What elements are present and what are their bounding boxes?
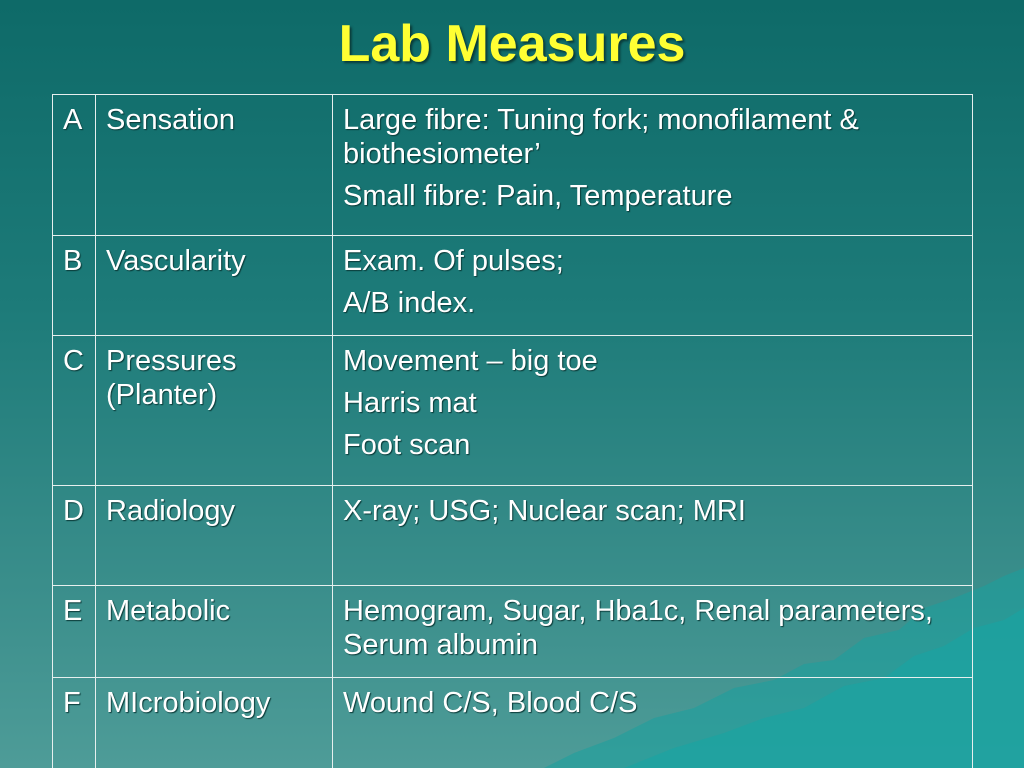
row-category: Pressures (Planter) — [96, 336, 333, 486]
detail-line: Hemogram, Sugar, Hba1c, Renal parameters, Serum albumin — [343, 595, 933, 661]
row-details — [333, 95, 973, 236]
detail-line: Small fibre: Pain, Temperature — [343, 180, 733, 212]
row-letter: B — [53, 236, 96, 336]
lab-measures-table — [52, 94, 973, 768]
table-row — [53, 678, 973, 768]
detail-line: A/B index. — [343, 287, 476, 319]
detail-line: Movement – big toe — [343, 345, 598, 377]
table-row — [53, 236, 973, 336]
row-category: Sensation — [96, 95, 333, 236]
detail-line: Large fibre: Tuning fork; monofilament & biothesiometer’ — [343, 104, 859, 170]
detail-line: Harris mat — [343, 387, 477, 419]
row-category: Metabolic — [96, 586, 333, 678]
detail-line: Exam. Of pulses; — [343, 245, 564, 277]
table-row — [53, 486, 973, 586]
row-category: Vascularity — [96, 236, 333, 336]
row-details — [333, 586, 973, 678]
row-category: MIcrobiology — [96, 678, 333, 768]
slide-title: Lab Measures — [338, 15, 686, 73]
row-details — [333, 336, 973, 486]
detail-line: X-ray; USG; Nuclear scan; MRI — [343, 495, 746, 527]
table-row — [53, 586, 973, 678]
table-row — [53, 336, 973, 486]
row-category: Radiology — [96, 486, 333, 586]
row-letter: E — [53, 586, 96, 678]
detail-line: Foot scan — [343, 429, 471, 461]
detail-line: Wound C/S, Blood C/S — [343, 687, 638, 719]
row-letter: A — [53, 95, 96, 236]
row-details — [333, 236, 973, 336]
row-letter: F — [53, 678, 96, 768]
table-row — [53, 95, 973, 236]
row-details — [333, 486, 973, 586]
row-letter: D — [53, 486, 96, 586]
row-details — [333, 678, 973, 768]
row-letter: C — [53, 336, 96, 486]
